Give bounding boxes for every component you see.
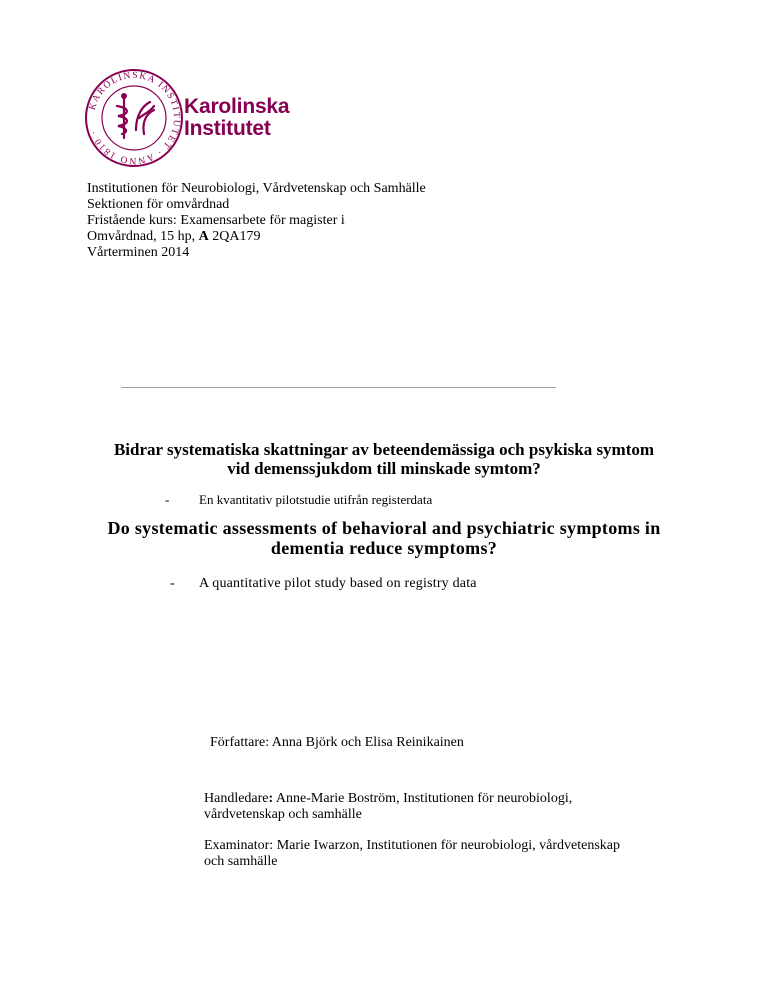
supervisor-label: Handledare — [204, 791, 269, 806]
authors: Författare: Anna Björk och Elisa Reinikainen — [210, 735, 464, 750]
karolinska-wordmark — [184, 96, 289, 140]
supervisor — [204, 791, 704, 823]
institution-info — [87, 181, 426, 261]
title-english-line1: Do systematic assessments of behavioral and psychiatric symptoms in — [107, 518, 661, 538]
subtitle-english-text: A quantitative pilot study based on registry data — [199, 576, 477, 591]
institution-line4 — [87, 229, 426, 245]
logo-name-line1: Karolinska — [184, 95, 290, 118]
title-english — [60, 518, 708, 558]
title-swedish — [60, 440, 708, 478]
supervisor-colon: : — [268, 791, 274, 806]
divider-line — [121, 387, 556, 388]
title-swedish-line2: vid demenssjukdom till minskade symtom? — [227, 459, 541, 478]
subtitle-swedish-dash: - — [165, 492, 170, 507]
course-credits: Omvårdnad, 15 hp, — [87, 229, 199, 244]
institution-line2: Sektionen för omvårdnad — [87, 197, 230, 212]
examiner — [204, 838, 704, 870]
svg-text:KAROLINSKA INSTITUTET · ANNO 1: KAROLINSKA INSTITUTET · ANNO 1810 · — [87, 70, 182, 166]
institution-line3: Fristående kurs: Examensarbete för magister i — [87, 213, 345, 228]
supervisor-line1 — [204, 791, 704, 807]
title-swedish-line1: Bidrar systematiska skattningar av beteendemässiga och psykiska symtom — [113, 440, 655, 459]
institution-line5: Vårterminen 2014 — [87, 245, 190, 260]
institution-line1: Institutionen för Neurobiologi, Vårdvetenskap och Samhälle — [87, 181, 426, 196]
supervisor-line2: vårdvetenskap och samhälle — [204, 807, 362, 822]
karolinska-seal-icon — [84, 68, 184, 168]
logo-name-line2: Institutet — [184, 117, 271, 140]
title-english-line2: dementia reduce symptoms? — [270, 538, 498, 558]
supervisor-name: Anne-Marie Boström, Institutionen för neurobiologi, — [273, 791, 573, 806]
subtitle-english-dash: - — [170, 576, 175, 591]
course-code: 2QA179 — [208, 229, 261, 244]
examiner-line1: Examinator: Marie Iwarzon, Institutionen för neurobiologi, vårdvetenskap — [204, 838, 620, 853]
subtitle-swedish-text: En kvantitativ pilotstudie utifrån registerdata — [199, 492, 433, 507]
course-level: A — [198, 229, 209, 244]
examiner-line2: och samhälle — [204, 854, 278, 869]
subtitle-swedish — [165, 492, 433, 507]
karolinska-logo — [84, 68, 296, 168]
subtitle-english — [170, 576, 477, 592]
